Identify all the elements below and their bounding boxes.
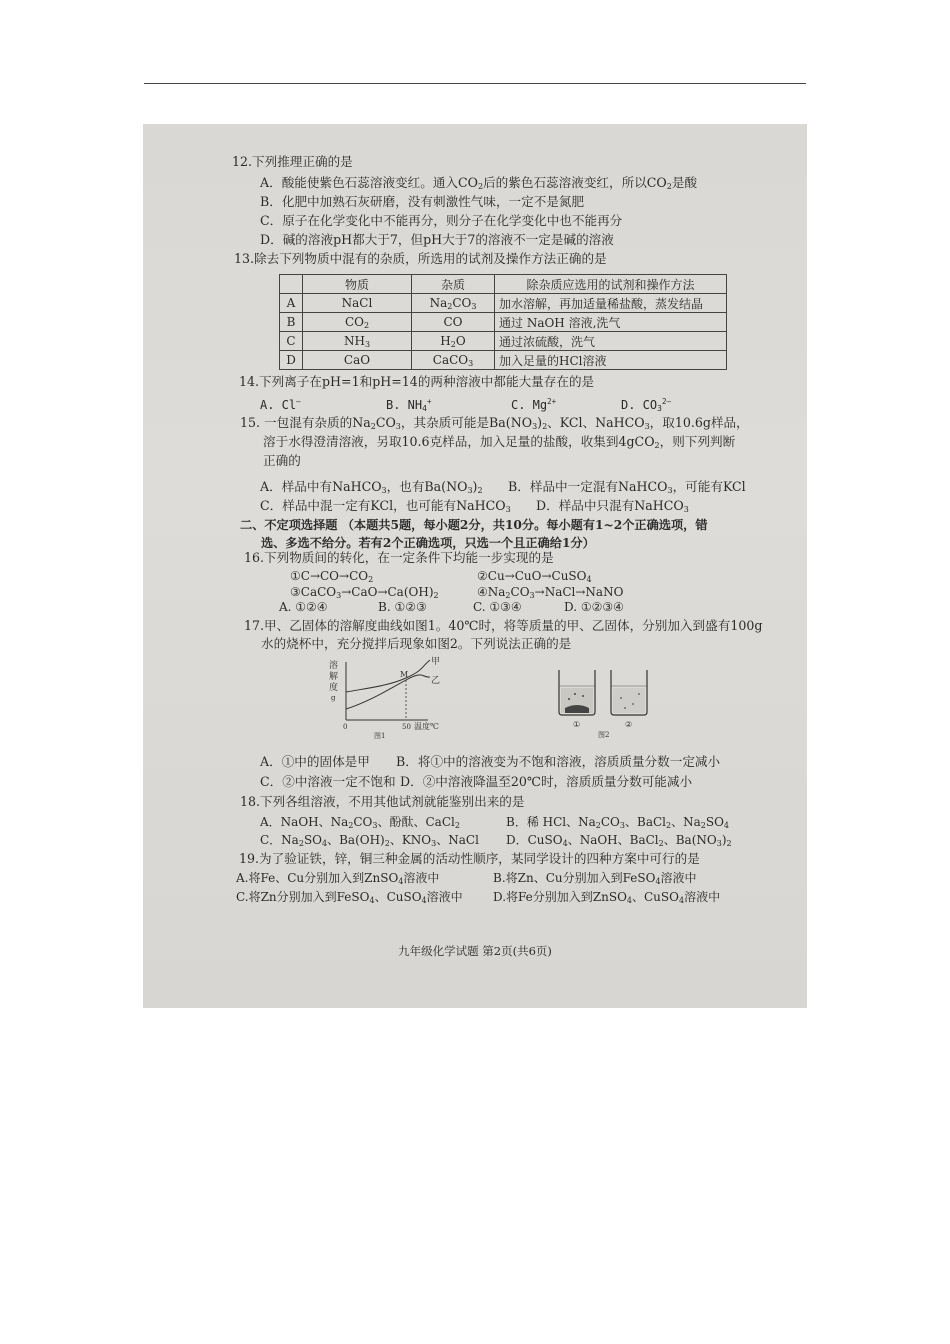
q15-stem-line3: 正确的 bbox=[263, 453, 301, 468]
q12-option-b: B．化肥中加熟石灰研磨，没有刺激性气味，一定不是氮肥 bbox=[260, 194, 585, 209]
section2-header-line1: 二、不定项选择题 （本题共5题，每小题2分，共10分。每小题有1~2个正确选项，错 bbox=[240, 518, 708, 532]
q16-item-4: $④Na_2CO_3\to NaCl\to NaNO$ bbox=[477, 585, 624, 600]
point-m-label: M bbox=[400, 670, 409, 679]
q16-item-3: $③CaCO_3\to CaO\to Ca(OH)_2$ bbox=[290, 585, 439, 600]
q16-item-1: $①C\to CO\to CO_2$ bbox=[290, 569, 374, 584]
curve-jia bbox=[346, 660, 430, 692]
y-axis-label-char: 溶 bbox=[329, 661, 339, 671]
top-rule bbox=[144, 83, 806, 84]
table-header: 杂质 bbox=[412, 275, 495, 294]
q14-stem: 14.下列离子在pH=1和pH=14的两种溶液中都能大量存在的是 bbox=[239, 374, 595, 389]
curve-yi bbox=[346, 675, 430, 709]
q12-option-c: C．原子在化学变化中不能再分，则分子在化学变化中也不能再分 bbox=[260, 213, 623, 228]
table-row: C $NH_3$ $H_2O$ 通过浓硫酸，洗气 bbox=[280, 332, 727, 351]
solubility-curve-figure bbox=[318, 654, 468, 740]
x-tick-0: 0 bbox=[343, 723, 348, 731]
beaker-2-label: ② bbox=[625, 720, 633, 729]
table-row: A NaCl $Na_2CO_3$ 加水溶解，再加适量稀盐酸，蒸发结晶 bbox=[280, 294, 727, 313]
y-axis-label-char: 解 bbox=[329, 672, 339, 682]
table-header bbox=[280, 275, 303, 294]
q12-stem: 12.下列推理正确的是 bbox=[232, 154, 353, 169]
x-tick-50: 50 bbox=[402, 723, 411, 731]
y-axis-label-char: 度 bbox=[329, 683, 339, 693]
q19-option-c: C.将Zn分别加入到FeSO$_4$、CuSO$_4$溶液中 bbox=[236, 890, 463, 905]
table-header: 物质 bbox=[303, 275, 412, 294]
beakers-figure bbox=[553, 664, 653, 738]
q15-option-b: B．样品中一定混有NaHCO$_3$，可能有KCl bbox=[508, 479, 746, 495]
q17-option-b: B．将①中的溶液变为不饱和溶液，溶质质量分数一定减小 bbox=[396, 754, 721, 769]
section2-header-line2: 选、多选不给分。若有2个正确选项，只选一个且正确给1分） bbox=[261, 536, 595, 550]
q16-option-c: C. ①③④ bbox=[473, 600, 522, 614]
beaker-1 bbox=[559, 670, 595, 715]
page-footer: 九年级化学试题 第2页(共6页) bbox=[398, 944, 552, 958]
q19-option-a: A.将Fe、Cu分别加入到ZnSO$_4$溶液中 bbox=[236, 871, 440, 886]
q12-option-a: A．酸能使紫色石蕊溶液变红。通入$CO_2$后的紫色石蕊溶液变红，所以$CO_2$是酸 bbox=[260, 175, 698, 191]
q17-option-a: A．①中的固体是甲 bbox=[260, 754, 370, 769]
q17-stem-line2: 水的烧杯中，充分搅拌后现象如图2。下列说法正确的是 bbox=[261, 636, 572, 651]
table-row: D CaO CaCO$_3$ 加入足量的HCl溶液 bbox=[280, 351, 727, 370]
curve-yi-label: 乙 bbox=[431, 676, 441, 686]
q14-option-b: B. $NH_4^+$ bbox=[386, 397, 432, 413]
q15-stem-line1: 15. 一包混有杂质的$Na_2CO_3$，其杂质可能是$Ba(NO_3)_2$、KCl、NaHCO$_3$，取10.6g样品， bbox=[240, 415, 749, 431]
curve-jia-label: 甲 bbox=[431, 657, 441, 667]
figure2-caption: 图2 bbox=[598, 731, 610, 738]
q15-option-c: C．样品中混一定有KCl，也可能有NaHCO$_3$ bbox=[260, 498, 511, 514]
q18-option-c: C．$Na_2SO_4$、$Ba(OH)_2$、$KNO_3$、NaCl bbox=[260, 833, 479, 848]
q18-option-d: D．CuSO$_4$、NaOH、BaCl$_2$、$Ba(NO_3)_2$ bbox=[506, 833, 732, 848]
q12-option-d: D．碱的溶液pH都大于7，但pH大于7的溶液不一定是碱的溶液 bbox=[260, 232, 614, 247]
table-header-row bbox=[280, 275, 727, 294]
q13-table bbox=[279, 274, 727, 370]
table-header: 除杂质应选用的试剂和操作方法 bbox=[495, 275, 727, 294]
q16-stem: 16.下列物质间的转化，在一定条件下均能一步实现的是 bbox=[244, 550, 554, 565]
q17-stem-line1: 17.甲、乙固体的溶解度曲线如图1。40℃时，将等质量的甲、乙固体，分别加入到盛有100g bbox=[244, 618, 763, 633]
exam-page-photo bbox=[143, 124, 807, 1008]
q14-option-d: D. $CO_3^{2—}$ bbox=[621, 397, 671, 413]
q14-option-a: A. Cl— bbox=[260, 397, 301, 412]
table-row: B $CO_2$ CO 通过 NaOH 溶液,洗气 bbox=[280, 313, 727, 332]
q18-option-b: B．稀 HCl、$Na_2CO_3$、BaCl$_2$、$Na_2SO_4$ bbox=[506, 815, 729, 830]
q15-stem-line2: 溶于水得澄清溶液，另取10.6克样品，加入足量的盐酸，收集到4gCO$_2$，则下列判断 bbox=[263, 434, 736, 450]
q19-option-b: B.将Zn、Cu分别加入到FeSO$_4$溶液中 bbox=[493, 871, 697, 886]
q15-option-d: D．样品中只混有NaHCO$_3$ bbox=[536, 498, 689, 514]
q18-option-a: A．NaOH、$Na_2CO_3$、酚酞、CaCl$_2$ bbox=[260, 815, 460, 830]
y-axis-unit: g bbox=[331, 694, 336, 702]
q16-option-a: A. ①②④ bbox=[279, 600, 328, 614]
x-axis-label: 温度℃ bbox=[414, 722, 439, 731]
q16-option-b: B. ①②③ bbox=[378, 600, 427, 614]
q19-stem: 19.为了验证铁，锌，铜三种金属的活动性顺序，某同学设计的四种方案中可行的是 bbox=[239, 851, 700, 866]
figure1-caption: 图1 bbox=[374, 732, 386, 740]
q15-option-a: A．样品中有NaHCO$_3$，也有$Ba(NO_3)_2$ bbox=[260, 479, 483, 495]
q16-item-2: ②Cu→CuO→CuSO$_4$ bbox=[477, 569, 592, 584]
q14-option-c: C. $Mg^{2+}$ bbox=[511, 397, 557, 412]
q16-option-d: D. ①②③④ bbox=[564, 600, 624, 614]
beaker-2 bbox=[611, 670, 647, 715]
q13-stem: 13.除去下列物质中混有的杂质，所选用的试剂及操作方法正确的是 bbox=[234, 251, 607, 266]
beaker-1-label: ① bbox=[573, 720, 581, 729]
q17-option-d: D．②中溶液降温至20℃时，溶质质量分数可能减小 bbox=[400, 774, 693, 789]
q18-stem: 18.下列各组溶液，不用其他试剂就能鉴别出来的是 bbox=[240, 794, 525, 809]
q19-option-d: D.将Fe分别加入到ZnSO$_4$、CuSO$_4$溶液中 bbox=[493, 890, 721, 905]
q17-option-c: C．②中溶液一定不饱和 bbox=[260, 774, 396, 789]
